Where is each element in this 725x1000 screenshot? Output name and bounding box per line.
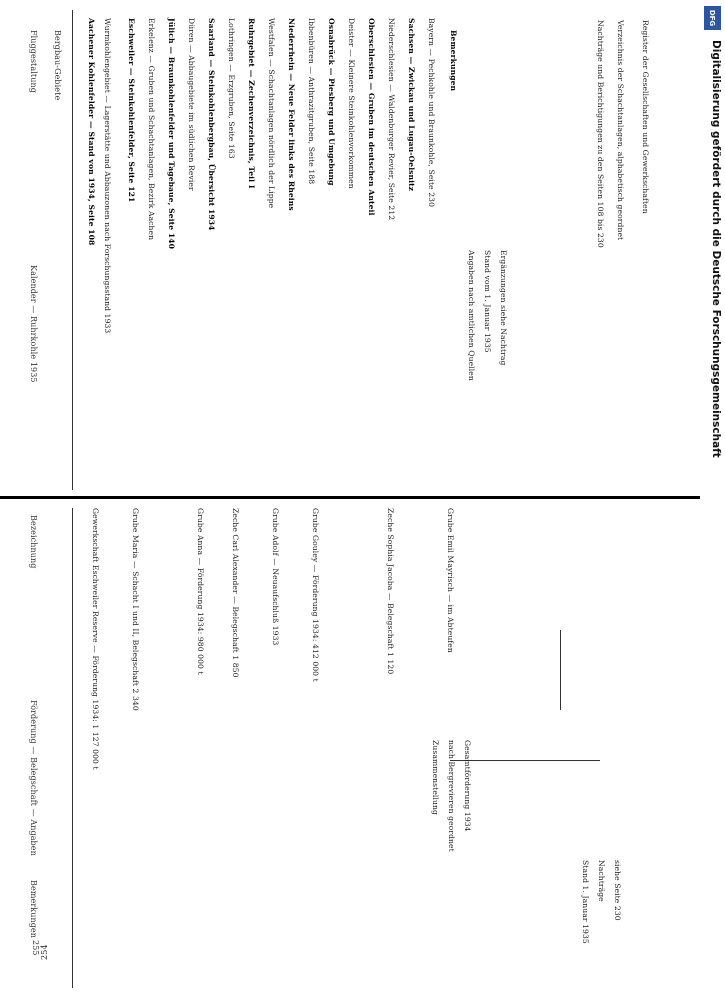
entry-11: Ibbenbüren — Anthrazitgruben, Seite 188 xyxy=(307,18,316,185)
entry-1: Wurmkohlengebiet — Lagerstätte und Abbauzonen nach Forschungsstand 1933 xyxy=(103,18,112,334)
right-rule xyxy=(560,630,561,710)
entry-0: Aachener Kohlenfelder — Stand von 1934, Seite 108 xyxy=(87,18,96,246)
page-divider xyxy=(0,496,700,499)
footer-entry-0: Nachträge und Berichtigungen zu den Seiten 108 bis 230 xyxy=(596,20,605,248)
header-rule xyxy=(72,10,73,490)
center-block-0: Zusammenstellung xyxy=(431,740,440,815)
block-line-2: Ergänzungen siehe Nachtrag xyxy=(499,250,508,366)
block-rule xyxy=(450,760,600,761)
block-heading: Bemerkungen xyxy=(449,30,458,92)
right-row-2: Grube Anna — Förderung 1934: 980 000 t xyxy=(196,508,205,675)
entry-17: Bayern — Pechkohle und Braunkohle, Seite 230 xyxy=(427,18,436,208)
right-block-0: Stand 1. Januar 1935 xyxy=(581,860,590,944)
right-row-1: Grube Maria — Schacht I und II, Belegschaft 2 340 xyxy=(131,508,140,711)
entry-3: Erkelenz — Gruben und Schachtanlagen, Bezirk Aachen xyxy=(147,18,156,241)
entry-14: Oberschlesien — Gruben im deutschen Anteil xyxy=(367,18,376,216)
right-header-right: Bemerkungen xyxy=(29,880,38,939)
footer-entry-2: Register der Gesellschaften und Gewerkschaften xyxy=(641,20,650,214)
sidebar-caption: Digitalisierung gefördert durch die Deutsche Forschungsgemeinschaft xyxy=(710,40,722,458)
block-line-1: Stand vom 1. Januar 1935 xyxy=(483,250,492,353)
right-row-5: Grube Gouley — Förderung 1934: 412 000 t xyxy=(311,508,320,682)
right-header-rule xyxy=(72,508,73,988)
entry-5: Düren — Abbaugebiete im südlichen Revier xyxy=(187,18,196,191)
right-row-3: Zeche Carl Alexander — Belegschaft 1 850 xyxy=(231,508,240,678)
right-row-4: Grube Adolf — Neuaufschluß 1933 xyxy=(271,508,280,646)
entry-15: Niederschlesien — Waldenburger Revier, Seite 212 xyxy=(387,18,396,221)
dfg-sidebar xyxy=(700,0,725,1000)
block-line-0: Angaben nach amtlichen Quellen xyxy=(467,250,476,381)
entry-10: Niederrhein — Neue Felder links des Rheins xyxy=(287,18,296,211)
entry-7: Lothringen — Erzgruben, Seite 163 xyxy=(227,18,236,159)
right-header-left: Bezeichnung xyxy=(29,515,38,569)
right-block-1: Nachträge xyxy=(597,860,606,902)
right-block-2: siehe Seite 230 xyxy=(613,860,622,921)
entry-16: Sachsen — Zwickau und Lugau-Oelsnitz xyxy=(407,18,416,192)
entry-2: Eschweiler — Steinkohlenfelder, Seite 121 xyxy=(127,18,136,203)
center-block-1: nach Bergrevieren geordnet xyxy=(447,740,456,852)
center-block-2: Gesamtförderung 1934 xyxy=(463,740,472,832)
entry-13: Deister — Kleinere Steinkohlenvorkommen xyxy=(347,18,356,189)
page-number-right: 255 xyxy=(31,940,40,956)
header-left: Fluggestaltung xyxy=(29,30,38,93)
entry-9: Westfalen — Schachtanlagen nördlich der Lippe xyxy=(267,18,276,209)
header-center: Kalender — Ruhrkohle 1935 xyxy=(29,265,38,383)
right-header-center: Förderung — Belegschaft — Angaben xyxy=(29,700,38,856)
header-right: Bergbau-Gebiete xyxy=(53,30,62,101)
entry-6: Saarland — Steinkohlenbergbau, Übersicht 1934 xyxy=(207,18,216,231)
right-row-0: Gewerkschaft Eschweiler Reserve — Förderung 1934: 1 127 000 t xyxy=(91,508,100,770)
entry-12: Osnabrück — Piesberg und Umgebung xyxy=(327,18,336,186)
dfg-logo-icon: DFG xyxy=(704,6,721,30)
entry-4: Jülich — Braunkohlenfelder und Tagebaue, Seite 140 xyxy=(167,18,176,250)
right-row-6: Zeche Sophia Jacoba — Belegschaft 1 120 xyxy=(386,508,395,675)
footer-entry-1: Verzeichnis der Schachtanlagen, alphabetisch geordnet xyxy=(616,20,625,241)
page-number-left: 254 xyxy=(40,944,49,960)
right-row-7: Grube Emil Mayrisch — im Abteufen xyxy=(446,508,455,653)
entry-8: Ruhrgebiet — Zechenverzeichnis, Teil I xyxy=(247,18,256,189)
